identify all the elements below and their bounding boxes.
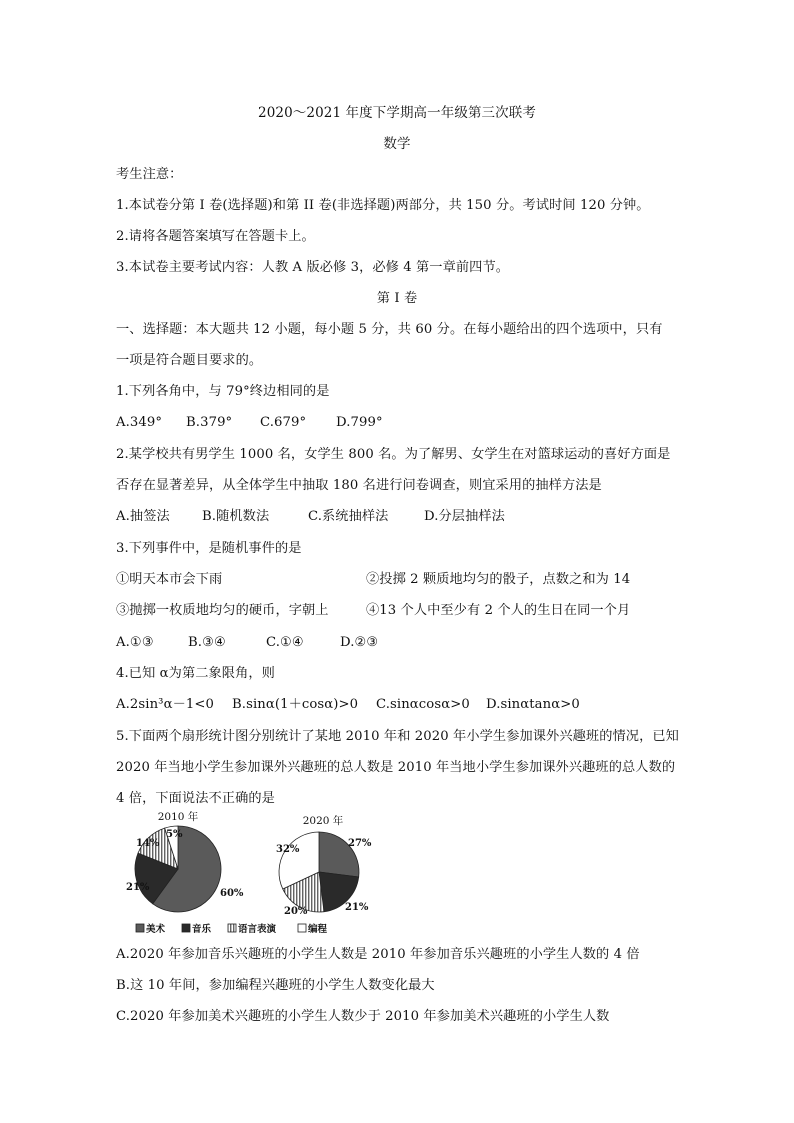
q1-option-b: B.379° bbox=[186, 415, 233, 430]
q3-stem: 3.下列事件中，是随机事件的是 bbox=[116, 541, 302, 556]
q5-stem-line2: 2020 年当地小学生参加课外兴趣班的总人数是 2010 年当地小学生参加课外兴趣班的总人数的 bbox=[116, 760, 676, 775]
legend-swatch-2 bbox=[182, 924, 190, 932]
q5-stem-line1: 5.下面两个扇形统计图分别统计了某地 2010 年和 2020 年小学生参加课外兴趣班的情况，已知 bbox=[116, 729, 679, 744]
q4-options bbox=[116, 696, 580, 714]
pie2-label-4: 32% bbox=[276, 844, 300, 855]
q3-event-3: ③抛掷一枚质地均匀的硬币，字朝上 bbox=[116, 603, 329, 618]
volume-title: 第 I 卷 bbox=[376, 291, 418, 306]
legend-label-2: 音乐 bbox=[192, 924, 212, 935]
pie2-title: 2020 年 bbox=[302, 815, 344, 827]
pie2-label-2: 21% bbox=[345, 902, 369, 913]
notice-heading: 考生注意： bbox=[116, 167, 183, 182]
q3-options bbox=[116, 634, 378, 652]
pie2-label-3: 20% bbox=[284, 906, 308, 917]
q3-event-4: ④13 个人中至少有 2 个人的生日在同一个月 bbox=[366, 603, 631, 618]
q5-option-b: B.这 10 年间，参加编程兴趣班的小学生人数变化最大 bbox=[116, 978, 435, 993]
pie1-label-3: 14% bbox=[136, 838, 160, 849]
notice-item-1: 1.本试卷分第 I 卷(选择题)和第 II 卷(非选择题)两部分，共 150 分。考试时间 120 分钟。 bbox=[116, 198, 650, 213]
q5-option-a: A.2020 年参加音乐兴趣班的小学生人数是 2010 年参加音乐兴趣班的小学生人数的 4 倍 bbox=[116, 947, 640, 962]
notice-item-2: 2.请将各题答案填写在答题卡上。 bbox=[116, 229, 315, 244]
legend-swatch-1 bbox=[136, 924, 144, 932]
q2-option-c: C.系统抽样法 bbox=[308, 509, 389, 524]
exam-subject: 数学 bbox=[383, 136, 411, 152]
pie1-label-2: 21% bbox=[126, 882, 150, 893]
pie-charts-svg bbox=[116, 810, 396, 936]
pie1-title: 2010 年 bbox=[157, 811, 199, 823]
q1-stem: 1.下列各角中，与 79°终边相同的是 bbox=[116, 384, 330, 399]
pie1-label-4: 5% bbox=[166, 829, 183, 840]
q5-pie-charts bbox=[116, 810, 396, 936]
pie1-label-1: 60% bbox=[220, 888, 244, 899]
q5-stem-line3: 4 倍，下面说法不正确的是 bbox=[116, 791, 275, 806]
legend-label-1: 美术 bbox=[146, 924, 166, 935]
q2-options bbox=[116, 508, 505, 526]
section-intro-line2: 一项是符合题目要求的。 bbox=[116, 353, 263, 368]
q2-stem-line2: 否存在显著差异，从全体学生中抽取 180 名进行问卷调查，则宜采用的抽样方法是 bbox=[116, 478, 602, 493]
legend-label-4: 编程 bbox=[308, 924, 328, 935]
q3-option-d: D.②③ bbox=[340, 635, 379, 650]
legend-swatch-4 bbox=[298, 924, 306, 932]
q2-stem-line1: 2.某学校共有男学生 1000 名，女学生 800 名。为了解男、女学生在对篮球运动的喜好方面是 bbox=[116, 447, 671, 462]
section-intro-line1: 一、选择题：本大题共 12 小题，每小题 5 分，共 60 分。在每小题给出的四个选项中，只有 bbox=[116, 322, 663, 337]
legend-label-3: 语言表演 bbox=[238, 924, 277, 935]
q3-option-a: A.①③ bbox=[116, 635, 154, 650]
q3-event-2: ②投掷 2 颗质地均匀的骰子，点数之和为 14 bbox=[366, 572, 631, 587]
q3-option-c: C.①④ bbox=[266, 635, 304, 650]
notice-item-3: 3.本试卷主要考试内容：人教 A 版必修 3，必修 4 第一章前四节。 bbox=[116, 260, 510, 275]
q1-option-c: C.679° bbox=[260, 415, 307, 430]
q3-event-1: ①明天本市会下雨 bbox=[116, 572, 223, 587]
exam-title: 2020～2021 年度下学期高一年级第三次联考 bbox=[258, 105, 536, 121]
q4-option-d: D.sinαtanα>0 bbox=[486, 697, 580, 712]
q5-option-c: C.2020 年参加美术兴趣班的小学生人数少于 2010 年参加美术兴趣班的小学生人数 bbox=[116, 1009, 610, 1024]
q3-option-b: B.③④ bbox=[188, 635, 226, 650]
q2-option-b: B.随机数法 bbox=[202, 509, 270, 524]
pie2-label-1: 27% bbox=[348, 838, 372, 849]
q4-option-a: A.2sin³α－1<0 bbox=[116, 697, 214, 712]
q2-option-d: D.分层抽样法 bbox=[424, 509, 505, 524]
legend-swatch-3 bbox=[228, 924, 236, 932]
q4-option-c: C.sinαcosα>0 bbox=[376, 697, 470, 712]
q4-option-b: B.sinα(1＋cosα)>0 bbox=[232, 697, 359, 712]
q1-options bbox=[116, 414, 383, 432]
q2-option-a: A.抽签法 bbox=[116, 509, 170, 524]
q4-stem: 4.已知 α为第二象限角，则 bbox=[116, 666, 275, 681]
q1-option-a: A.349° bbox=[116, 415, 163, 430]
q1-option-d: D.799° bbox=[336, 415, 383, 430]
